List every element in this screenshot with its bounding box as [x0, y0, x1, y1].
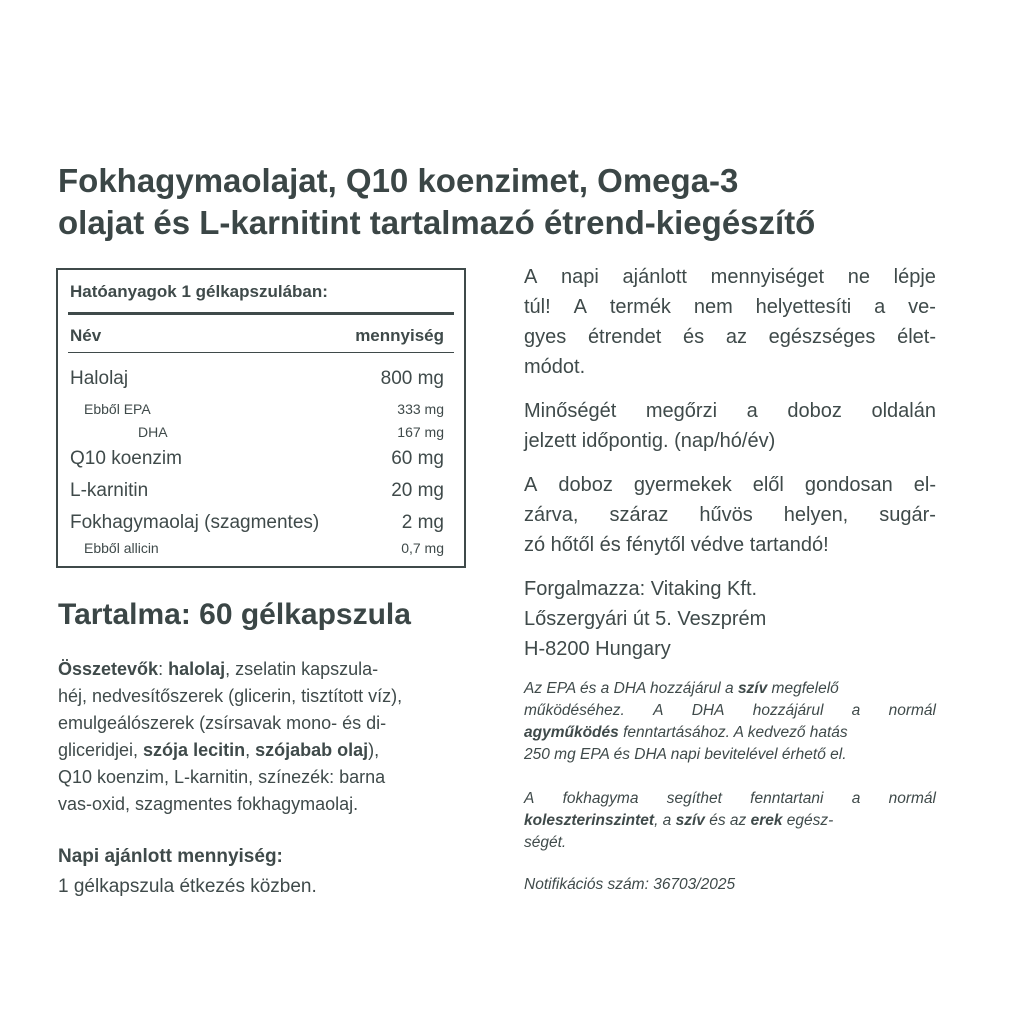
word: doboz [787, 400, 842, 422]
word: étrendet [587, 326, 662, 348]
table-row [70, 480, 444, 502]
word: DHA [691, 702, 725, 719]
storage-last-line: zó hőtől és fénytől védve tartandó! [524, 534, 829, 556]
product-title [58, 160, 978, 244]
distributor-text [524, 574, 936, 664]
claim-text-part: fenntartásához. A kedvező hatás [618, 724, 848, 741]
claim-bold: koleszterinszintet [524, 812, 655, 829]
word: hűvös [699, 504, 753, 526]
word: a [874, 296, 886, 318]
table-row [70, 401, 444, 417]
row-name: DHA [138, 424, 168, 440]
row-amount: 800 mg [380, 368, 444, 389]
distributor-line: Lőszergyári út 5. Veszprém [524, 608, 767, 630]
title-line-1: Fokhagymaolajat, Q10 koenzimet, Omega-3 [58, 162, 739, 199]
word: nem [693, 296, 733, 318]
health-claim-epa-dha [524, 678, 936, 766]
ingredients-allergen: szójabab olaj [255, 740, 369, 760]
word: sugár- [879, 504, 936, 526]
ingredients-line: Q10 koenzim, L-karnitin, színezék: barna [58, 767, 386, 787]
storage-text [524, 470, 936, 560]
word: gyes [524, 326, 567, 348]
word: és [683, 326, 705, 348]
ingredients-line: emulgeálószerek (zsírsavak mono- és di- [58, 713, 387, 733]
distributor-line: H-8200 Hungary [524, 638, 671, 660]
claim-bold: agyműködés [524, 724, 619, 741]
word: elől [752, 474, 784, 496]
claim-text-part: Az EPA és a DHA hozzájárul a [524, 680, 738, 697]
ingredients-text-part: ), [368, 740, 380, 760]
word: működéséhez. [524, 702, 625, 719]
claim-text-part: és az [704, 812, 751, 829]
word: Minőségét [524, 400, 617, 422]
word: megőrzi [645, 400, 718, 422]
daily-dose-label: Napi ajánlott mennyiség: [58, 846, 283, 867]
row-amount: 60 mg [391, 448, 444, 469]
word: száraz [609, 504, 669, 526]
notification-number: Notifikációs szám: 36703/2025 [524, 876, 736, 893]
package-content: Tartalma: 60 gélkapszula [58, 598, 411, 631]
word: fenntartani [750, 790, 824, 807]
row-name: Ebből EPA [84, 401, 151, 417]
word: ne [847, 266, 870, 288]
justified-line [524, 322, 936, 352]
claim-text-part: megfelelő [767, 680, 839, 697]
ingredients-text-part: gliceridjei, [58, 740, 144, 760]
row-name: Halolaj [70, 368, 129, 389]
table-rule-thin [68, 352, 454, 353]
word: hozzájárul [752, 702, 824, 719]
ingredients-line: héj, nedvesítőszerek (glicerin, tisztított víz), [58, 686, 403, 706]
ingredients-text-part: : [158, 659, 169, 679]
word: termék [609, 296, 671, 318]
word: fokhagyma [562, 790, 639, 807]
column-amount-label: mennyiség [355, 326, 444, 345]
row-amount: 333 mg [397, 401, 444, 417]
word: helyen, [783, 504, 849, 526]
word: A [573, 296, 587, 318]
table-column-header [70, 326, 444, 346]
ingredients-text-part: , [245, 740, 256, 760]
table-row [70, 368, 444, 390]
word: egészséges [768, 326, 876, 348]
word: A [524, 266, 538, 288]
table-rule-thick [68, 312, 454, 315]
word: gyermekek [633, 474, 732, 496]
justified-line [524, 700, 936, 722]
justified-line [524, 396, 936, 426]
justified-line [524, 788, 936, 810]
justified-line [524, 500, 936, 530]
table-heading: Hatóanyagok 1 gélkapszulában: [70, 282, 328, 301]
ingredients-text [58, 656, 478, 818]
ingredients-line: vas-oxid, szagmentes fokhagymaolaj. [58, 794, 359, 814]
word: napi [561, 266, 599, 288]
row-amount: 167 mg [397, 424, 444, 440]
ingredients-allergen: szója lecitin [143, 740, 246, 760]
ingredients-label: Összetevők [58, 659, 159, 679]
row-amount: 20 mg [391, 480, 444, 501]
claim-bold: szív [675, 812, 705, 829]
claim-line: 250 mg EPA és DHA napi bevitelével érhető el. [524, 746, 847, 763]
table-row [70, 448, 444, 470]
justified-line [524, 292, 936, 322]
word: a [851, 702, 861, 719]
word: oldalán [871, 400, 936, 422]
word: segíthet [666, 790, 722, 807]
word: a [851, 790, 861, 807]
claim-line: ségét. [524, 834, 567, 851]
claim-text-part: , a [654, 812, 676, 829]
column-name-label: Név [70, 326, 102, 345]
table-row [70, 512, 444, 534]
daily-dose-text: 1 gélkapszula étkezés közben. [58, 876, 317, 897]
row-amount: 2 mg [401, 512, 444, 533]
distributor-line: Forgalmazza: Vitaking Kft. [524, 578, 758, 600]
justified-line [524, 262, 936, 292]
row-name: Q10 koenzim [70, 448, 182, 469]
word: a [746, 400, 758, 422]
row-name: Ebből allicin [84, 540, 159, 556]
row-name: L-karnitin [70, 480, 149, 501]
warning-last-line: módot. [524, 356, 586, 378]
word: ajánlott [622, 266, 687, 288]
word: zárva, [524, 504, 579, 526]
table-row [70, 424, 444, 440]
active-ingredients-table [56, 268, 466, 568]
word: élet- [897, 326, 936, 348]
word: lépje [893, 266, 936, 288]
word: ve- [908, 296, 936, 318]
title-line-2: olajat és L-karnitint tartalmazó étrend-kiegészítő [58, 204, 816, 241]
row-name: Fokhagymaolaj (szagmentes) [70, 512, 320, 533]
word: doboz [558, 474, 613, 496]
word: A [524, 474, 538, 496]
word: normál [888, 702, 936, 719]
ingredients-allergen: halolaj [168, 659, 226, 679]
word: normál [888, 790, 936, 807]
best-before-last-line: jelzett időpontig. (nap/hó/év) [524, 430, 776, 452]
word: az [725, 326, 747, 348]
row-amount: 0,7 mg [401, 540, 444, 556]
word: túl! [524, 296, 551, 318]
table-row [70, 540, 444, 556]
warning-text [524, 262, 936, 382]
word: gondosan [804, 474, 893, 496]
word: A [524, 790, 535, 807]
justified-line [524, 470, 936, 500]
best-before-text [524, 396, 936, 456]
claim-text-part: egész- [782, 812, 834, 829]
word: helyettesíti [755, 296, 852, 318]
ingredients-text-part: , zselatin kapszula- [225, 659, 379, 679]
word: el- [913, 474, 936, 496]
word: A [653, 702, 664, 719]
claim-bold: szív [737, 680, 768, 697]
health-claim-garlic [524, 788, 936, 854]
daily-dose [58, 842, 317, 902]
claim-bold: erek [750, 812, 783, 829]
word: mennyiséget [710, 266, 825, 288]
